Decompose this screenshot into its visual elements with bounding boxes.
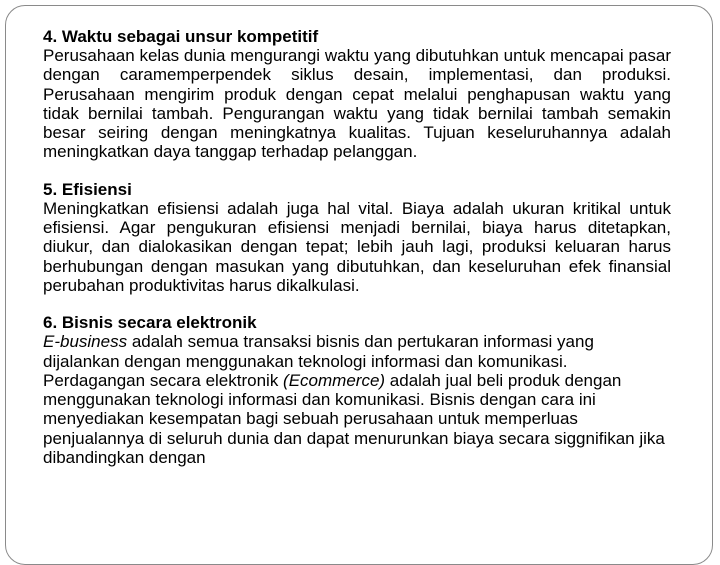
body-text: adalah semua transaksi bisnis dan pertukaran informasi yang dijalankan dengan menggunakan teknologi informasi dan komunikasi. Perdagangan secara elektronik [43,332,594,390]
section-waktu [43,27,671,162]
slide-content [43,27,671,485]
section-heading: 4. Waktu sebagai unsur kompetitif [43,27,319,46]
term-ecommerce: (Ecommerce) [283,370,386,390]
section-efisiensi [43,180,671,295]
section-bisnis-elektronik [43,313,671,467]
term-ebusiness: E-business [43,332,128,352]
section-heading: 5. Efisiensi [43,179,132,199]
section-body: Meningkatkan efisiensi adalah juga hal vital. Biaya adalah ukuran kritikal untuk efisiensi. Agar pengukuran efisiensi menjadi bernilai, biaya harus ditetapkan, diukur, dan dialokasikan dengan tepat; lebih jauh lagi, produksi keluaran harus berhubungan dengan masukan yang dibutuhkan, dan keseluruhan efek finansial perubahan produktivitas harus dikalkulasi. [43,198,671,295]
section-body [43,332,671,467]
section-body: Perusahaan kelas dunia mengurangi waktu yang dibutuhkan untuk mencapai pasar dengan caramemperpendek siklus desain, implementasi, dan produksi. Perusahaan mengirim produk dengan cepat melalui penghapusan waktu yang tidak bernilai tambah. Pengurangan waktu yang tidak bernilai tambah semakin besar seiring dengan meningkatnya kualitas. Tujuan keseluruhannya adalah meningkatkan daya tanggap terhadap pelanggan. [43,46,671,162]
body-text: adalah jual beli produk dengan menggunakan teknologi informasi dan komunikasi. Bisnis dengan cara ini menyediakan kesempatan bagi sebuah perusahaan untuk memperluas penjualannya di seluruh dunia dan dapat menurunkan biaya secara siggnifikan jika dibandingkan dengan [43,370,665,468]
section-heading: 6. Bisnis secara elektronik [43,313,257,333]
